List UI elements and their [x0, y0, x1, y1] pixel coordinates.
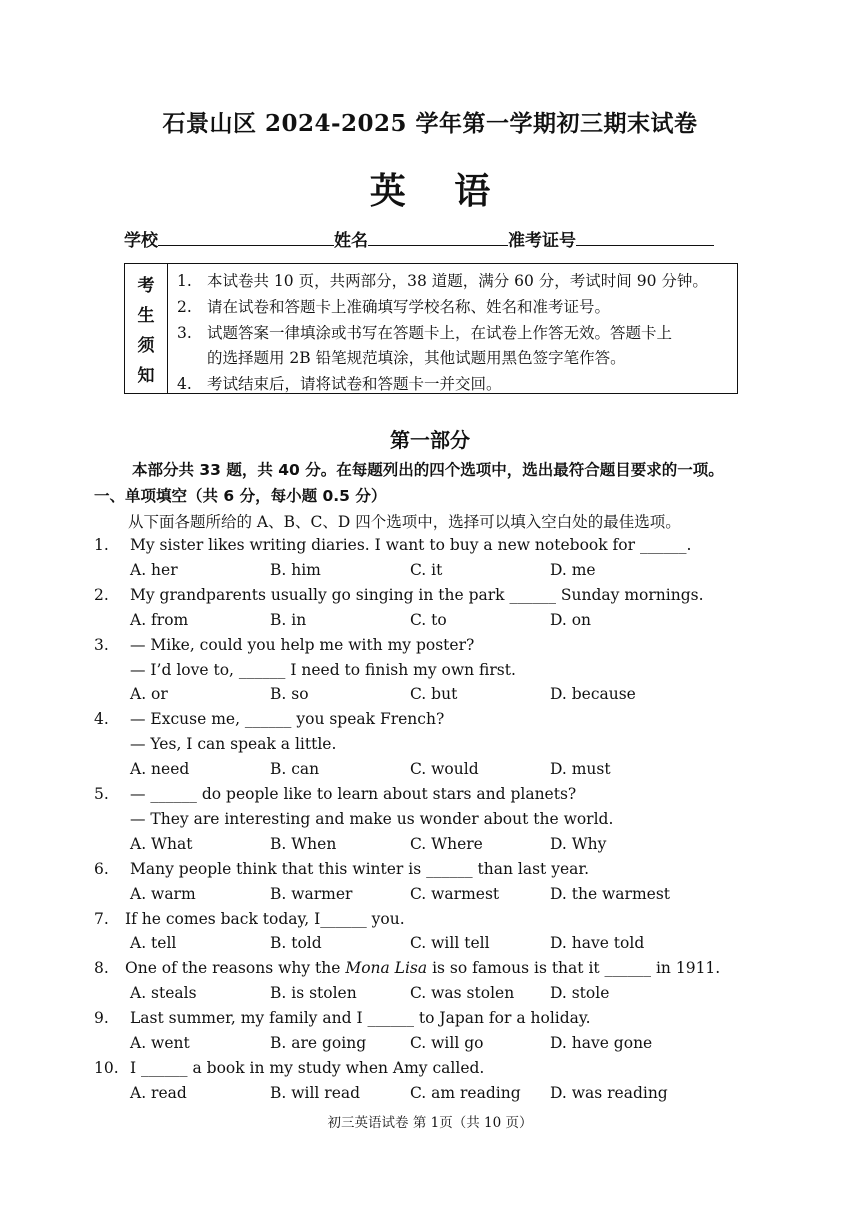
- answer-option: B. so: [270, 685, 309, 704]
- question-number: 9.: [94, 1009, 109, 1028]
- question-number: 7.: [94, 909, 109, 928]
- subject-title: 英 语: [369, 171, 509, 212]
- notice-item: 1. 本试卷共 10 页，共两部分，38 道题，满分 60 分，考试时间 90 分钟。: [177, 272, 708, 290]
- answer-option: A. went: [130, 1034, 190, 1052]
- part-instruction: 从下面各题所给的 A、B、C、D 四个选项中，选择可以填入空白处的最佳选项。: [128, 513, 681, 531]
- answer-option: A. read: [130, 1083, 187, 1102]
- page-footer: 初三英语试卷 第 1页（共 10 页）: [327, 1115, 533, 1131]
- answer-option: C. will go: [410, 1034, 484, 1052]
- answer-option: C. would: [410, 760, 479, 779]
- question-text: — ______ do people like to learn about stars and planets?: [130, 785, 577, 803]
- answer-option: C. but: [410, 685, 458, 704]
- question-number: 5.: [94, 785, 109, 803]
- part-title: 一、单项填空（共 6 分，每小题 0.5 分）: [94, 487, 387, 505]
- name-label: 姓名: [334, 231, 368, 251]
- answer-option: A. warm: [130, 884, 196, 903]
- answer-option: B. in: [270, 610, 307, 629]
- answer-option: A. need: [130, 760, 190, 779]
- notice-heading-char: 考: [137, 276, 155, 296]
- answer-option: C. Where: [410, 834, 483, 853]
- answer-option: B. him: [270, 560, 321, 579]
- answer-option: D. have gone: [550, 1034, 653, 1052]
- exam-id-label: 准考证号: [508, 231, 576, 251]
- answer-option: A. steals: [130, 984, 197, 1003]
- question-number: 8.: [94, 959, 109, 978]
- answer-option: B. are going: [270, 1034, 367, 1052]
- question-text: One of the reasons why the Mona Lisa is so famous is that it ______ in 1911.: [125, 959, 721, 978]
- notice-heading: [125, 264, 168, 393]
- notice-item-continuation: 的选择题用 2B 铅笔规范填涂，其他试题用黑色签字笔作答。: [207, 349, 626, 367]
- question-text: My sister likes writing diaries. I want to buy a new notebook for ______.: [130, 536, 692, 554]
- notice-heading-char: 生: [137, 306, 155, 326]
- question-number: 6.: [94, 859, 109, 878]
- answer-option: B. can: [270, 760, 320, 779]
- answer-option: C. to: [410, 610, 447, 629]
- answer-option: C. am reading: [410, 1083, 521, 1102]
- candidate-notice-box: [124, 263, 738, 394]
- answer-option: C. will tell: [410, 934, 490, 953]
- answer-option: B. When: [270, 834, 337, 853]
- answer-option: C. it: [410, 560, 443, 579]
- answer-option: D. have told: [550, 934, 645, 953]
- question-number: 4.: [94, 710, 109, 729]
- answer-option: D. me: [550, 560, 596, 579]
- question-text: Many people think that this winter is ______ than last year.: [130, 859, 589, 878]
- answer-option: D. stole: [550, 984, 610, 1003]
- answer-option: A. What: [130, 834, 193, 853]
- notice-heading-char: 须: [137, 336, 155, 356]
- question-number: 1.: [94, 536, 109, 554]
- answer-option: D. because: [550, 685, 636, 704]
- question-number: 2.: [94, 585, 109, 604]
- answer-option: C. was stolen: [410, 984, 515, 1003]
- section-intro: 本部分共 33 题，共 40 分。在每题列出的四个选项中，选出最符合题目要求的一项。: [132, 461, 724, 479]
- question-text: — Yes, I can speak a little.: [130, 735, 337, 754]
- exam-id-blank: [576, 229, 714, 246]
- exam-title: 石景山区 2024-2025 学年第一学期初三期末试卷: [162, 110, 698, 137]
- notice-item: 2. 请在试卷和答题卡上准确填写学校名称、姓名和准考证号。: [177, 298, 611, 316]
- question-text: I ______ a book in my study when Amy called.: [130, 1058, 485, 1077]
- answer-option: A. from: [130, 610, 189, 629]
- notice-item: 4. 考试结束后，请将试卷和答题卡一并交回。: [177, 375, 502, 393]
- question-text: — Mike, could you help me with my poster?: [130, 635, 475, 654]
- answer-option: D. the warmest: [550, 884, 671, 903]
- answer-option: B. is stolen: [270, 984, 357, 1003]
- question-text: — I’d love to, ______ I need to finish my own first.: [130, 660, 516, 679]
- answer-option: A. tell: [130, 934, 177, 953]
- answer-option: B. told: [270, 934, 322, 953]
- answer-option: A. her: [130, 560, 178, 579]
- notice-item: 3. 试题答案一律填涂或书写在答题卡上，在试卷上作答无效。答题卡上: [177, 324, 673, 342]
- answer-option: D. was reading: [550, 1083, 668, 1102]
- answer-option: D. Why: [550, 834, 607, 853]
- notice-heading-char: 知: [137, 366, 155, 386]
- question-text: Last summer, my family and I ______ to Japan for a holiday.: [130, 1009, 591, 1028]
- answer-option: B. will read: [270, 1083, 361, 1102]
- section-title: 第一部分: [390, 428, 470, 452]
- question-text: If he comes back today, I______ you.: [125, 909, 405, 928]
- school-label: 学校: [124, 231, 158, 251]
- question-number: 10.: [94, 1058, 119, 1077]
- answer-option: D. must: [550, 760, 611, 779]
- answer-option: C. warmest: [410, 884, 500, 903]
- question-text: — Excuse me, ______ you speak French?: [130, 710, 445, 729]
- answer-option: B. warmer: [270, 884, 353, 903]
- school-blank: [158, 229, 334, 246]
- answer-option: D. on: [550, 610, 592, 629]
- answer-option: A. or: [130, 685, 168, 704]
- name-blank: [368, 229, 508, 246]
- student-info-line: [124, 226, 714, 251]
- question-text: — They are interesting and make us wonder about the world.: [130, 809, 614, 828]
- question-number: 3.: [94, 635, 109, 654]
- question-text: My grandparents usually go singing in the park ______ Sunday mornings.: [130, 585, 704, 604]
